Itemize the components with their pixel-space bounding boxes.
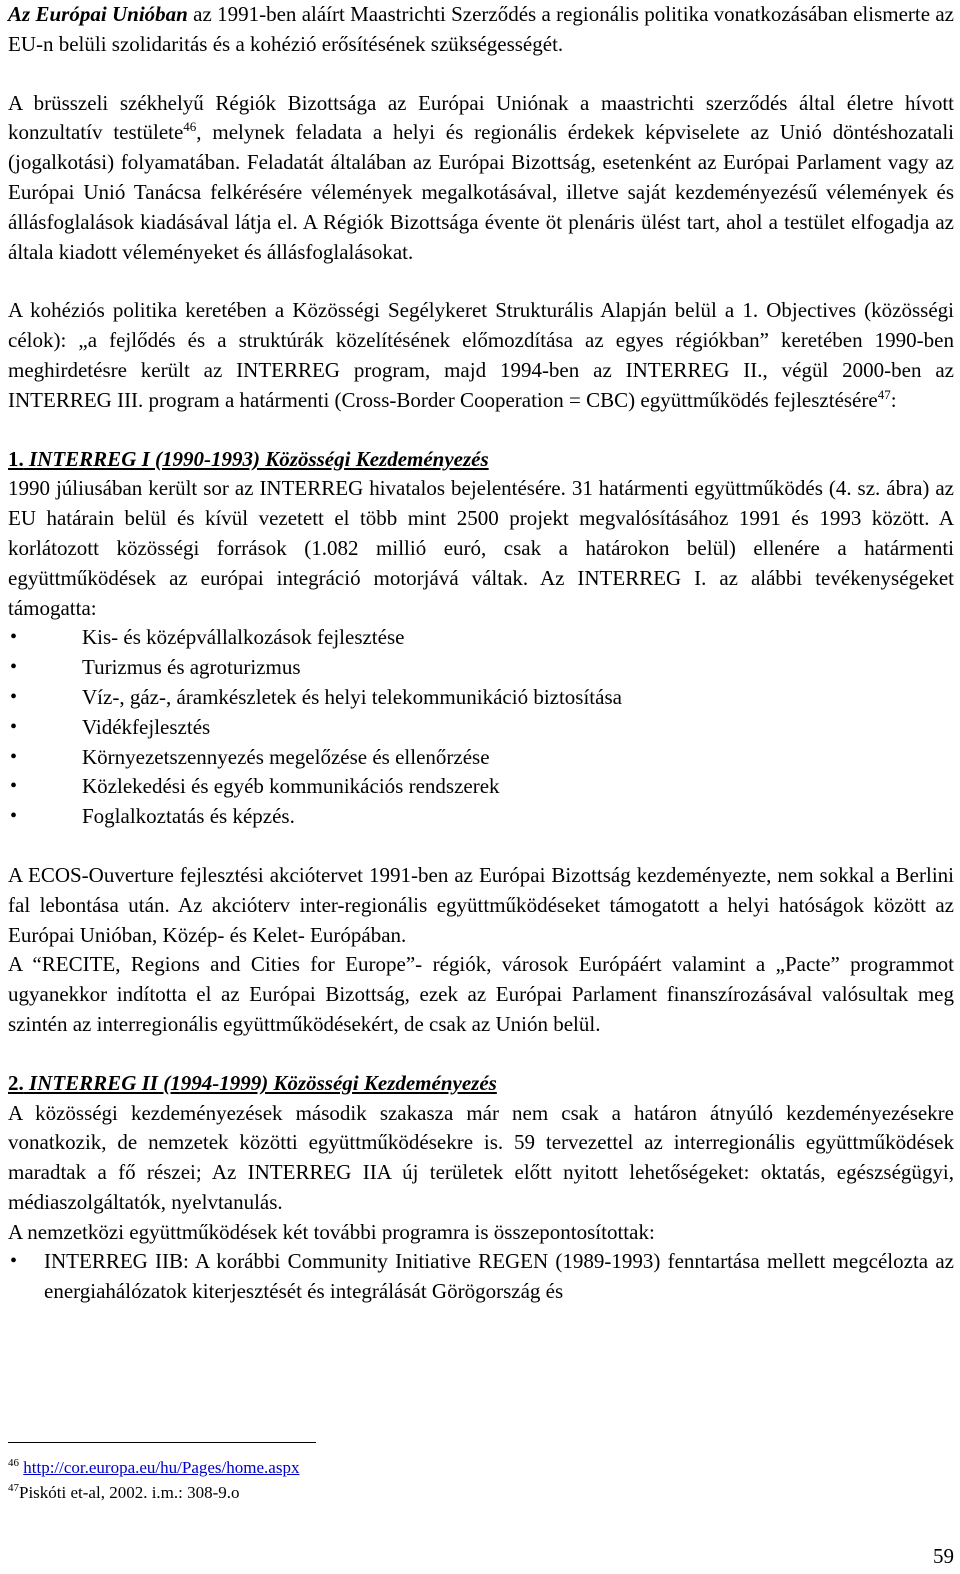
list-item: • Környezetszennyezés megelőzése és ellenőrzése	[8, 743, 954, 773]
paragraph-interreg-1-body: 1990 júliusában került sor az INTERREG hivatalos bejelentésére. 31 határmenti együttműködés (4. sz. ábra) az EU határain belül és kívül vezetett el több mint 2500 projekt megvalósításához 1991 és 1993 között. A korlátozott közösségi források (1.082 millió euró, csak a határokon belül) ellenére a határmenti együttműködések az európai integráció motorjává váltak. Az INTERREG I. az alábbi tevékenységeket támogatta:	[8, 476, 954, 620]
section-heading-interreg-2	[8, 1069, 954, 1099]
paragraph-maastricht	[8, 0, 954, 60]
page-number: 59	[933, 1544, 954, 1568]
footnote-47	[8, 1480, 954, 1505]
footnote-divider	[8, 1442, 316, 1443]
paragraph-interreg-2-body2: A nemzetközi együttműködések két további programra is összepontosítottak:	[8, 1219, 655, 1244]
paragraph-regiok-bizottsaga	[8, 89, 954, 268]
footnote-ref-47[interactable]: 47	[877, 386, 891, 402]
footnote-ref-46[interactable]: 46	[183, 119, 197, 135]
paragraph-text: A brüsszeli székhelyű Régiók Bizottsága az Európai Uniónak a maastrichti szerződés által életre hívott konzultatív testülete	[8, 90, 954, 145]
section-title: INTERREG I (1990-1993) Közösségi Kezdeményezés	[23, 446, 489, 471]
document-page	[8, 0, 954, 1307]
paragraph-text: , melynek feladata a helyi és regionális érdekek képviselete az Unió döntéshozatali (jogalkotási) folyamatában. Feladatát általában az Európai Bizottság, esetenként az Európai Parlament vagy az Európai Unió Tanácsa felkérésére vélemények megalkotásával, illetve saját kezdeményezésű vélemények és állásfoglalások kiadásával látja el. A Régiók Bizottsága évente öt plenáris ülést tart, ahol a testület elfogadja az általa kiadott véleményeket és állásfoglalásokat.	[8, 120, 954, 264]
paragraph-text: A kohéziós politika keretében a Közösségi Segélykeret Strukturális Alapján belül a 1. Objectives (közösségi célok): „a fejlődés és a struktúrák közelítésének előmozdítása az egyes régiókban” keretében 1990-ben meghirdetésre került az INTERREG program, majd 1994-ben az INTERREG II., végül 2000-ben az INTERREG III. program a határmenti (Cross-Border Cooperation = CBC) együttműködés fejlesztésére	[8, 298, 954, 412]
footnote-link[interactable]: http://cor.europa.eu/hu/Pages/home.aspx	[23, 1458, 300, 1477]
footnote-number: 47	[8, 1482, 19, 1494]
list-item: • Turizmus és agroturizmus	[8, 653, 954, 683]
bullet-list-programs	[8, 1247, 954, 1307]
list-item: • INTERREG IIB: A korábbi Community Initiative REGEN (1989-1993) fenntartása mellett megcélozta az energiahálózatok kiterjesztését és integrálását Görögország és	[8, 1247, 954, 1307]
footnotes	[8, 1442, 954, 1505]
list-item: • Kis- és középvállalkozások fejlesztése	[8, 623, 954, 653]
footnote-text: Piskóti et-al, 2002. i.m.: 308-9.o	[19, 1483, 240, 1502]
paragraph-ecos-ouverture: A ECOS-Ouverture fejlesztési akciótervet 1991-ben az Európai Bizottság kezdeményezte, nem sokkal a Berlini fal lebontása után. Az akcióterv inter-regionális együttműködéseket támogatott a helyi hatóságok között az Európai Unióban, Közép- és Kelet- Európában.	[8, 862, 954, 947]
paragraph-text: az 1991-ben aláírt Maastrichti Szerződés a regionális politika vonatkozásában elismerte az EU-n belüli szolidaritás és a kohézió erősítésének szükségességét.	[8, 2, 955, 56]
section-heading-interreg-1	[8, 445, 954, 475]
list-item: • Foglalkoztatás és képzés.	[8, 802, 954, 832]
footnote-number: 46	[8, 1457, 19, 1469]
paragraph-text: :	[890, 387, 897, 412]
list-item: • Vidékfejlesztés	[8, 713, 954, 743]
list-item: • Közlekedési és egyéb kommunikációs rendszerek	[8, 772, 954, 802]
footnote-46	[8, 1455, 954, 1480]
paragraph-recite: A “RECITE, Regions and Cities for Europe”- régiók, városok Európáért valamint a „Pacte” programmot ugyanekkor indította el az Európai Bizottság, ezek az Európai Parlament finanszírozásával valósultak meg szintén az interregionális együttműködésekért, de csak az Unión belül.	[8, 952, 954, 1036]
paragraph-koheziós-politika	[8, 296, 954, 415]
list-item: • Víz-, gáz-, áramkészletek és helyi telekommunikáció biztosítása	[8, 683, 954, 713]
bullet-list-activities	[8, 623, 954, 832]
section-number: 2.	[8, 1070, 24, 1095]
section-number: 1.	[8, 446, 24, 471]
paragraph-lead: Az Európai Unióban	[8, 2, 188, 26]
section-title: INTERREG II (1994-1999) Közösségi Kezdeményezés	[23, 1070, 497, 1095]
paragraph-interreg-2-body: A közösségi kezdeményezések második szakasza már nem csak a határon átnyúló kezdeményezésekre vonatkozik, de nemzetek közötti együttműködésekre is. 59 tervezettel az interregionális együttműködések maradtak a fő részei; Az INTERREG IIA új területek előtt nyitott lehetőségeket: oktatás, egészségügyi, médiaszolgáltatók, nyelvtanulás.	[8, 1100, 954, 1214]
